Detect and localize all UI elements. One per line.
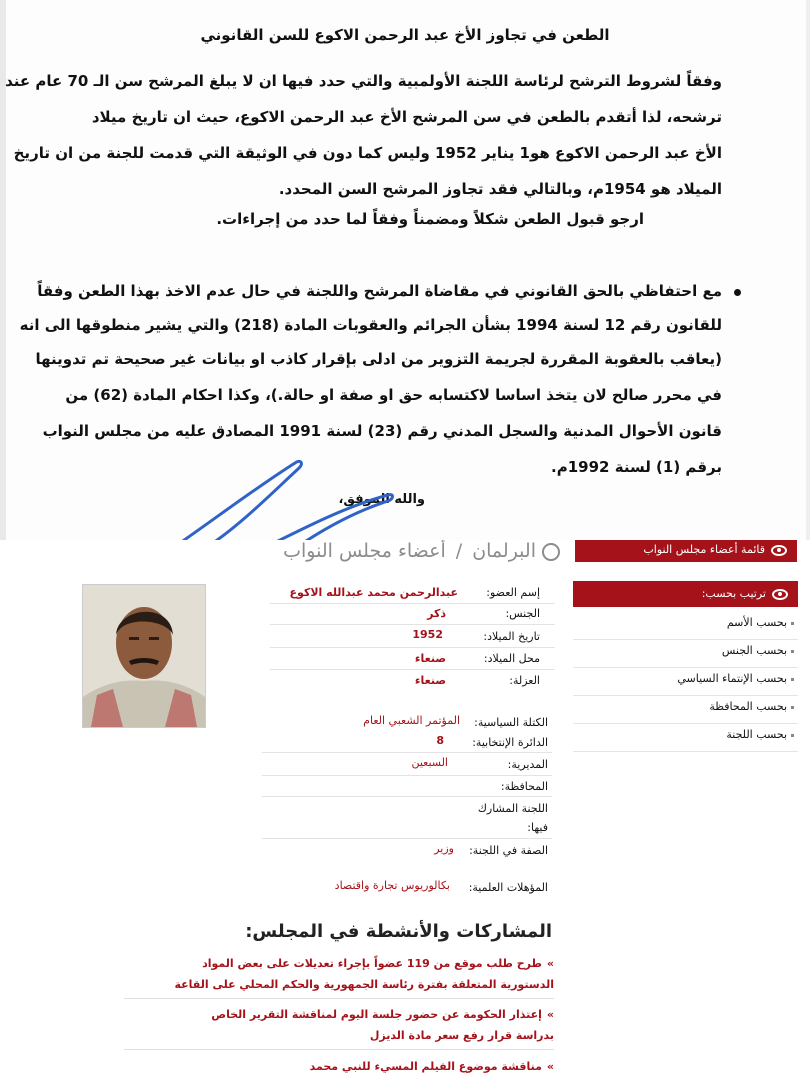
signature-scribble xyxy=(150,455,400,540)
eye-icon xyxy=(772,589,788,600)
uzla-value: صنعاء xyxy=(414,674,446,687)
bullet-line: برقم (1) لسنة 1992م. xyxy=(551,458,722,476)
birthplace-value: صنعاء xyxy=(414,652,446,665)
bullet-line: للقانون رقم 12 لسنة 1994 بشأن الجرائم والعقوبات المادة (218) والتي يشير منطوقها الى انه xyxy=(19,316,722,334)
breadcrumb-icon xyxy=(542,543,560,561)
bloc-label: الكتلة السياسية: xyxy=(474,716,548,729)
sort-by-committee[interactable]: بحسب اللجنة xyxy=(573,724,798,752)
sort-by-name[interactable]: بحسب الأسم xyxy=(573,612,798,640)
committee-label: اللجنة المشارك xyxy=(477,802,548,815)
paragraph-line: وفقاً لشروط الترشح لرئاسة اللجنة الأولمبية والتي حدد فيها ان لا يبلغ المرشح سن الـ 70 عام عند xyxy=(5,72,722,90)
bullet-line: قانون الأحوال المدنية والسجل المدني رقم (23) لسنة 1991 المصادق عليه من مجلس النواب xyxy=(42,422,722,440)
role-label: الصفة في اللجنة: xyxy=(469,844,548,857)
qualifications-label: المؤهلات العلمية: xyxy=(468,881,548,894)
activity-item[interactable] xyxy=(114,1056,554,1077)
bullet-icon xyxy=(734,289,741,296)
document-title: الطعن في تجاوز الأخ عبد الرحمن الاكوع للسن القانوني xyxy=(200,26,610,44)
eye-icon xyxy=(771,545,787,556)
member-photo xyxy=(82,584,206,728)
birthplace-label: محل الميلاد: xyxy=(483,652,540,665)
name-label: إسم العضو: xyxy=(486,586,540,599)
activity-item[interactable] xyxy=(114,1004,554,1046)
gender-label: الجنس: xyxy=(505,607,540,620)
activity-item[interactable] xyxy=(114,953,554,995)
paragraph-line: ترشحه، لذا أتقدم بالطعن في سن المرشح الأخ عبد الرحمن الاكوع، حيث ان تاريخ ميلاد xyxy=(91,108,722,126)
bullet-line: (يعاقب بالعقوبة المقررة لجريمة التزوير من ادلى بإقرار كاذب او بيانات غير صحيحة تم تدوينها xyxy=(35,350,722,368)
gender-value: ذكر xyxy=(427,607,446,620)
governorate-label: المحافظة: xyxy=(500,780,548,793)
arrow-icon: » xyxy=(546,957,554,970)
sort-header-label: ترتيب بحسب: xyxy=(701,587,766,600)
members-list-label: قائمة أعضاء مجلس النواب xyxy=(643,543,765,556)
activity-text: طرح طلب موقع من 119 عضواً بإجراء تعديلات على بعض المواد xyxy=(202,957,542,970)
activity-text: مناقشة موضوع الفيلم المسيء للنبي محمد xyxy=(309,1060,542,1073)
arrow-icon: » xyxy=(546,1008,554,1021)
qualifications-value: بكالوريوس تجارة واقتصاد xyxy=(334,879,450,892)
activity-text-cont: بدراسة قرار رفع سعر مادة الديزل xyxy=(369,1029,554,1042)
directorate-value: السبعين xyxy=(411,756,448,769)
page-edge-right xyxy=(806,0,810,540)
district-value: 8 xyxy=(436,734,444,747)
members-list-button[interactable] xyxy=(575,540,797,562)
arrow-icon: » xyxy=(546,1060,554,1073)
breadcrumb: البرلمان/أعضاء مجلس النواب xyxy=(283,540,560,562)
activity-text: إعتذار الحكومة عن حضور جلسة اليوم لمناقشة التقرير الخاص xyxy=(211,1008,542,1021)
district-label: الدائرة الإنتخابية: xyxy=(472,736,548,749)
breadcrumb-members[interactable]: أعضاء مجلس النواب xyxy=(283,540,446,562)
sort-by-gender[interactable]: بحسب الجنس xyxy=(573,640,798,668)
birthdate-label: تاريخ الميلاد: xyxy=(483,630,540,643)
birthdate-value: 1952 xyxy=(412,628,443,641)
member-name: عبدالرحمن محمد عبدالله الاكوع xyxy=(289,586,458,599)
activities-title: المشاركات والأنشطة في المجلس: xyxy=(245,921,552,942)
paragraph-line: الأخ عبد الرحمن الاكوع هو1 يناير 1952 وليس كما دون في الوثيقة التي قدمت للجنة من ان تاريخ xyxy=(13,144,722,162)
directorate-label: المديرية: xyxy=(507,758,548,771)
sort-by-party[interactable]: بحسب الإنتماء السياسي xyxy=(573,668,798,696)
activity-text-cont: الدستورية المتعلقة بفترة رئاسة الجمهورية والحكم المحلي على القاعة xyxy=(174,978,554,991)
paragraph-line: الميلاد هو 1954م، وبالتالي فقد تجاوز المرشح السن المحدد. xyxy=(278,180,722,198)
sort-header xyxy=(573,581,798,607)
paragraph-line: ارجو قبول الطعن شكلاً ومضمناً وفقاً لما حدد من إجراءات. xyxy=(216,210,644,228)
parliament-member-page xyxy=(0,540,810,1080)
committee-label-cont: فيها: xyxy=(527,821,548,834)
bullet-line: في محرر صالح لان يتخذ اساسا لاكتسابه حق او صفة او حالة.)، وكذا احكام المادة (62) من xyxy=(65,386,722,404)
role-value: وزير xyxy=(434,842,454,855)
sort-by-governorate[interactable]: بحسب المحافظة xyxy=(573,696,798,724)
bullet-line: مع احتفاظي بالحق القانوني في مقاضاة المرشح واللجنة في حال عدم الاخذ بهذا الطعن وفقاً xyxy=(37,282,722,300)
breadcrumb-parliament[interactable]: البرلمان xyxy=(472,540,536,562)
uzla-label: العزلة: xyxy=(509,674,540,687)
bloc-value: المؤتمر الشعبي العام xyxy=(363,714,460,727)
closing-text: والله الموفق، xyxy=(338,492,425,507)
